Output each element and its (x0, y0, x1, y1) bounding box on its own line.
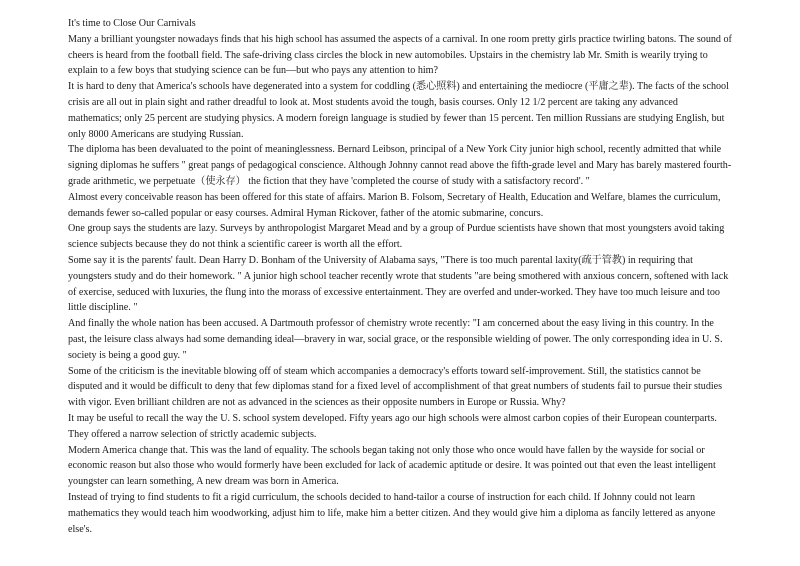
paragraph: One group says the students are lazy. Surveys by anthropologist Margaret Mead and by a group of Purdue scientists have shown that most youngsters avoid taking science subjects because they do not think a scientific career is worth all the effort. (68, 223, 725, 251)
paragraph: And finally the whole nation has been accused. A Dartmouth professor of chemistry wrote recently: "I am concerned about the easy living in this country. In the past, the leisure class always had some demanding ideal—bravery in war, social grace, or the responsible wielding of power. The only corresponding idea in U. S. society is being a good guy. " (68, 318, 723, 361)
paragraph: Instead of trying to find students to fit a rigid curriculum, the schools decided to hand-tailor a course of instruction for each child. If Johnny could not learn mathematics they would teach him woodworking, adjust him to life, make him a better citizen. And they would give him a diploma as fancily lettered as anyone else's. (68, 491, 716, 535)
paragraph: Almost every conceivable reason has been offered for this state of affairs. Marion B. Folsom, Secretary of Health, Education and Welfare, blames the curriculum, demands fewer so-called popular or easy courses. Admiral Hyman Rickover, father of the atomic submarine, concurs. (68, 191, 721, 219)
document-title: It's time to Close Our Carnivals (68, 18, 196, 29)
paragraph: Some say it is the parents' fault. Dean Harry D. Bonham of the University of Alabama says, "There is too much parental laxity(疏于管教) in requiring that youngsters study and do their homework. " A junior high school teacher recently wrote that students "are being smothered with anxious concern, softened with lack of exercise, seduced with luxuries, the flung into the morass of excessive entertainment. They are overfed and under-worked. They have too much leisure and too little discipline. " (68, 254, 729, 314)
paragraph: The diploma has been devaluated to the point of meaninglessness. Bernard Leibson, principal of a New York City junior high school, recently admitted that while signing diplomas he suffers " great pangs of pedagogical conscience. Although Johnny cannot read above the fifth-grade level and Mary has barely mastered fourth-grade arithmetic, we perpetuate（使永存） the fiction that they have 'completed the course of study with a satisfactory record'. " (68, 144, 732, 187)
paragraph: Modern America change that. This was the land of equality. The schools began taking not only those who once would have fallen by the wayside for social or economic reason but also those who would formerly have been excluded for lack of academic aptitude or desire. It was pointed out that even the least intelligent youngster can learn something, A new dream was born in America. (68, 444, 716, 488)
paragraph: It may be useful to recall the way the U. S. school system developed. Fifty years ago our high schools were almost carbon copies of their European counterparts. They offered a narrow selection of strictly academic subjects. (68, 412, 717, 440)
paragraph: Many a brilliant youngster nowadays finds that his high school has assumed the aspects of a carnival. In one room pretty girls practice twirling batons. The sound of cheers is heard from the football field. The safe-driving class circles the block in new automobiles. Upstairs in the chemistry lab Mr. Smith is wearily trying to explain to a few boys that studying science can be fun—but who pays any attention to him? (68, 33, 732, 77)
document-body (68, 16, 732, 537)
paragraph: It is hard to deny that America's schools have degenerated into a system for coddling (悉心照料) and entertaining the mediocre (平庸之辈). The facts of the school crisis are all out in plain sight and rather dreadful to look at. Most students avoid the tough, basis courses. Only 12 1/2 percent are taking any advanced mathematics; only 25 percent are studying physics. A modern foreign language is studied by fewer than 15 percent. Ten million Russians are studying English, but only 8000 Americans are studying Russian. (68, 81, 729, 140)
paragraph: Some of the criticism is the inevitable blowing off of steam which accompanies a democracy's efforts toward self-improvement. Still, the statistics cannot be disputed and it would be difficult to deny that few diplomas stand for a fixed level of accomplishment of that great numbers of students fail to pursue their studies with vigor. Even brilliant children are not as advanced in the sciences as their opposite numbers in Europe or Russia. Why? (68, 365, 723, 409)
